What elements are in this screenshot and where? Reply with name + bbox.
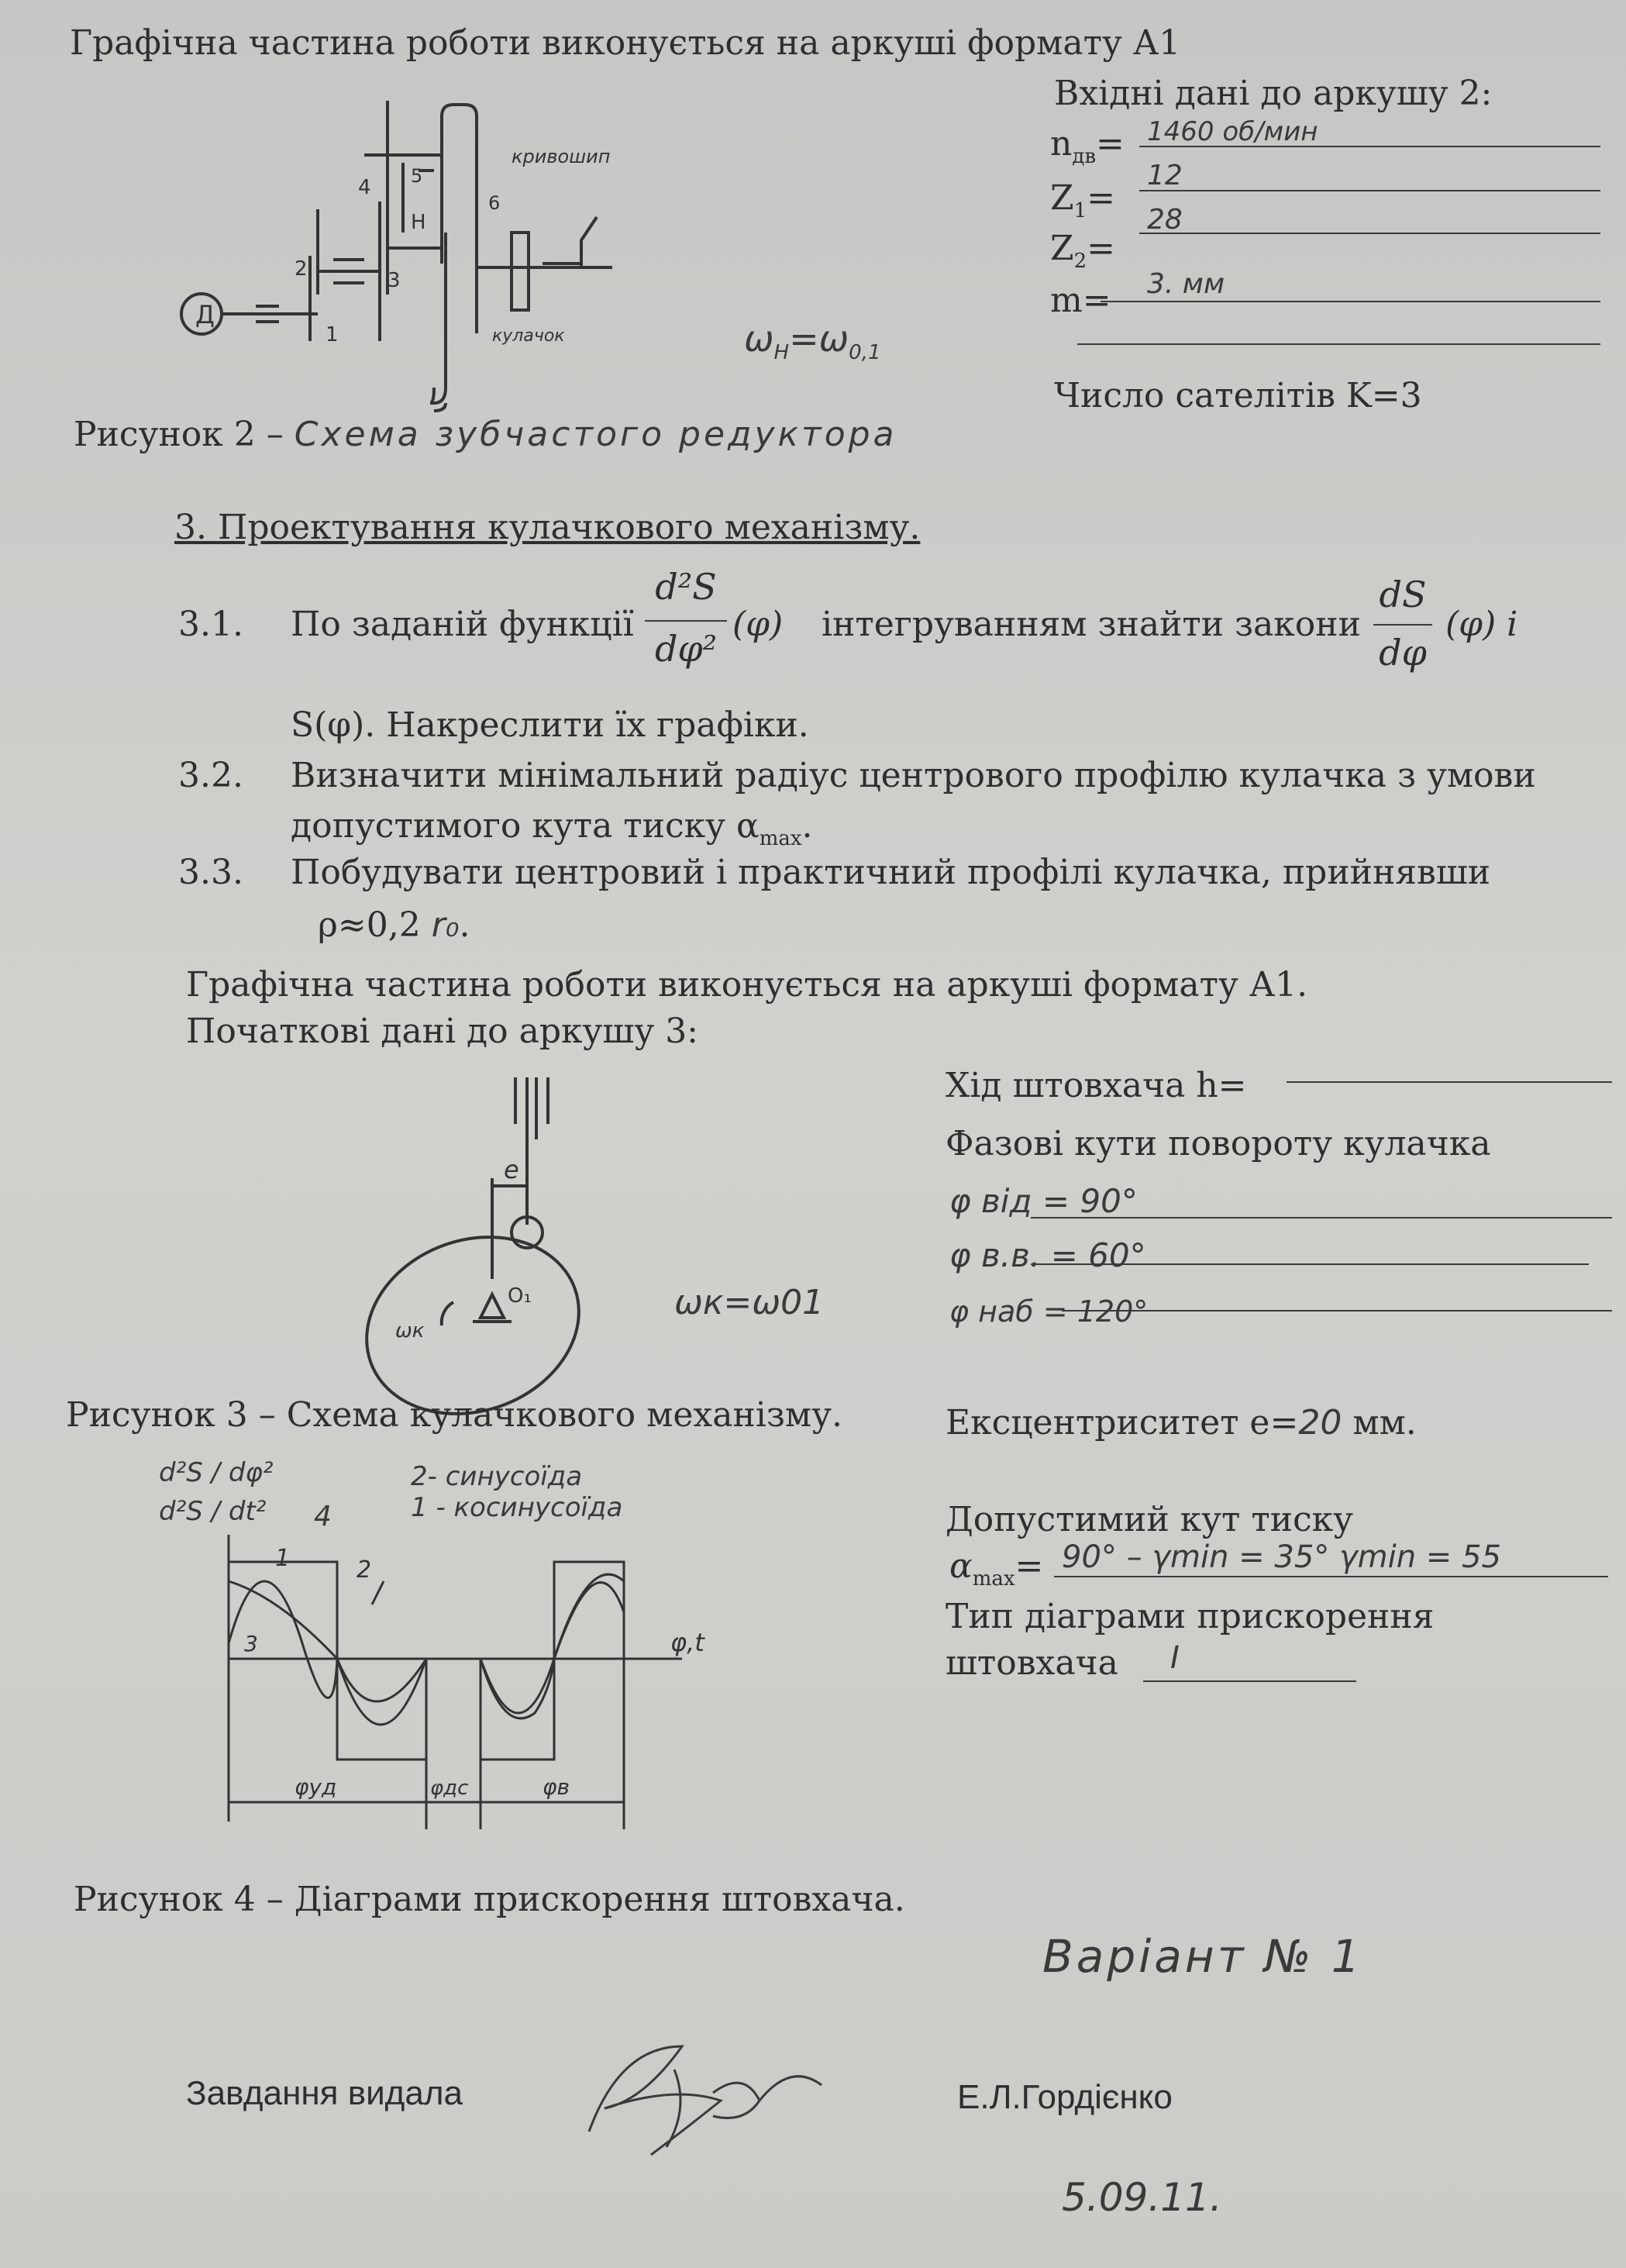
z1-label: $Z_1=$ — [1050, 178, 1115, 222]
diagram-type-line — [1143, 1680, 1356, 1682]
n-label: $n_{дв}=$ — [1050, 124, 1125, 168]
phase-title: Фазові кути повороту кулачка — [946, 1124, 1491, 1163]
alpha-label: $\alpha_{max}=$ — [949, 1546, 1044, 1591]
fraction2-den: dφ — [1379, 632, 1427, 674]
omega-sub-h: Н — [773, 341, 790, 365]
fig4-caption: Рисунок 4 – Діаграми прискорення штовхача. — [74, 1880, 905, 1919]
issued-label: Завдання видала — [186, 2074, 463, 2112]
gear3-label: 3 — [388, 269, 401, 292]
curve3-label: 3 — [244, 1631, 258, 1656]
phi-vv: φ в.в. = 60° — [949, 1236, 1146, 1274]
fraction1-num: d²S — [655, 566, 717, 608]
phi-nab-line — [1062, 1310, 1612, 1312]
gear6-label: 6 — [488, 192, 501, 214]
fig2-caption-prefix: Рисунок 2 – — [74, 415, 284, 454]
item3-line2: ρ≈0,2 r₀. — [318, 905, 470, 945]
pivot-o1 — [481, 1294, 504, 1318]
phi-v-label: φв — [543, 1774, 570, 1800]
phi-vid-line — [1031, 1217, 1612, 1218]
sheet2-title: Вхідні дані до аркушу 2: — [1054, 74, 1493, 113]
diagram-type-label2: штовхача — [946, 1643, 1118, 1683]
curve1-label: 1 — [275, 1545, 291, 1572]
motor-label: Д — [195, 300, 215, 329]
fraction1-den: dφ² — [654, 628, 718, 670]
phi-vv-line — [1031, 1263, 1589, 1265]
sheet3-intro: Початкові дані до аркушу 3: — [186, 1012, 699, 1051]
fig3-omega: ωк=ω01 — [674, 1283, 825, 1322]
fraction2-num: dS — [1379, 574, 1427, 615]
n-value: 1460 об/мин — [1147, 116, 1318, 147]
cam-label: кулачок — [492, 326, 565, 346]
gear4-label: 4 — [358, 176, 371, 199]
z1-value: 12 — [1147, 160, 1183, 191]
item1-text-a: По заданій функції — [291, 605, 634, 644]
header-line: Графічна частина роботи виконується на аркуші формату А1 — [70, 23, 1181, 63]
m-label: m= — [1050, 281, 1111, 320]
fig4-legend2: 1 - косинусоїда — [411, 1492, 623, 1523]
gear5-label: 5 — [411, 165, 423, 187]
z2-value: 28 — [1147, 204, 1183, 236]
phi-dc-label: φдс — [430, 1777, 469, 1800]
gear1-label: 1 — [326, 323, 339, 346]
item3-num: 3.3. — [178, 853, 243, 892]
variant: Варіант № 1 — [1042, 1930, 1363, 1983]
constant-accel-neg — [337, 1659, 426, 1760]
n-line — [1139, 146, 1600, 147]
m-line — [1101, 301, 1600, 302]
item1-num: 3.1. — [178, 605, 243, 644]
diagram-type-label1: Тип діаграми прискорення — [946, 1597, 1435, 1636]
diagram-type-value: I — [1170, 1640, 1180, 1676]
graphic-line: Графічна частина роботи виконується на аркуші формату А1. — [186, 965, 1308, 1005]
z2-line — [1139, 233, 1600, 234]
curve2-label: 2 — [357, 1556, 372, 1584]
item2-line2: допустимого кута тиску $\alpha_{max}$. — [291, 806, 813, 850]
satellites: Число сателітів K=3 — [1054, 376, 1422, 415]
date: 5.09.11. — [1062, 2175, 1222, 2220]
cosine-curve-1 — [229, 1581, 426, 1701]
section3-heading: 3. Проектування кулачкового механізму. — [174, 508, 921, 547]
alpha-value: 90° – γmin = 35° γmin = 55 — [1062, 1539, 1501, 1575]
alpha-line — [1054, 1576, 1608, 1577]
fig2-caption-hand: Схема зубчастого редуктора — [294, 415, 897, 454]
z2-label: $Z_2=$ — [1050, 229, 1115, 273]
omega-symbol: ω — [744, 318, 774, 360]
z1-line — [1139, 190, 1600, 191]
acceleration-diagram — [217, 1535, 713, 1829]
phi-ud-label: φуд — [295, 1774, 337, 1800]
phi-vid: φ від = 90° — [949, 1182, 1138, 1220]
item3-line1: Побудувати центровий і практичний профілі кулачка, прийнявши — [291, 853, 1491, 892]
cam-mechanism-diagram — [357, 1070, 636, 1395]
item2-num: 3.2. — [178, 756, 243, 795]
fig3-caption: Рисунок 3 – Схема кулачкового механізму. — [66, 1395, 842, 1435]
item1-text-c: (φ) і — [1445, 605, 1518, 644]
sine-curve-2 — [481, 1659, 554, 1713]
stroke-label: Хід штовхача h= — [946, 1066, 1247, 1105]
fraction2-bar — [1373, 624, 1432, 626]
wk-label: ωк — [395, 1319, 425, 1343]
fig4-n4: 4 — [314, 1501, 332, 1532]
o1-label: O₁ — [508, 1284, 532, 1308]
fig4-y2: d²S / dt² — [159, 1496, 267, 1527]
omega-symbol-2: ω — [818, 318, 849, 360]
item1-text-b: інтегруванням знайти закони — [822, 605, 1361, 644]
m-value: 3. мм — [1147, 268, 1225, 300]
omega-sub-o: 0,1 — [849, 341, 881, 365]
fig4-legend1: 2- синусоїда — [411, 1461, 583, 1492]
extra-line — [1077, 343, 1600, 345]
crank-label: кривошип — [512, 146, 611, 167]
gear-reducer-diagram — [178, 93, 643, 426]
fig2-caption — [74, 415, 897, 456]
fig4-y1: d²S / dφ² — [159, 1457, 274, 1488]
stroke-line — [1287, 1081, 1612, 1083]
h-label: Н — [411, 211, 426, 234]
fraction1-bar — [645, 620, 727, 622]
issuer: Е.Л.Гордієнко — [957, 2078, 1173, 2116]
eccentricity: Ексцентриситет е=20 мм. — [946, 1403, 1417, 1442]
gear2-label: 2 — [295, 257, 308, 281]
phi-nab: φ наб = 120° — [949, 1294, 1149, 1329]
item2-line1: Визначити мінімальний радіус центрового профілю кулачка з умови — [291, 756, 1536, 795]
item1-line2: S(φ). Накреслити їх графіки. — [291, 705, 809, 745]
e-label: е — [504, 1155, 519, 1184]
pressure-label: Допустимий кут тиску — [946, 1500, 1354, 1539]
item1-phi: (φ) — [732, 605, 784, 644]
axis-label: φ,t — [670, 1628, 704, 1657]
fig2-omega: $\omega_Н=\omega_{0,1}$ — [744, 318, 881, 365]
signature — [558, 2015, 837, 2170]
